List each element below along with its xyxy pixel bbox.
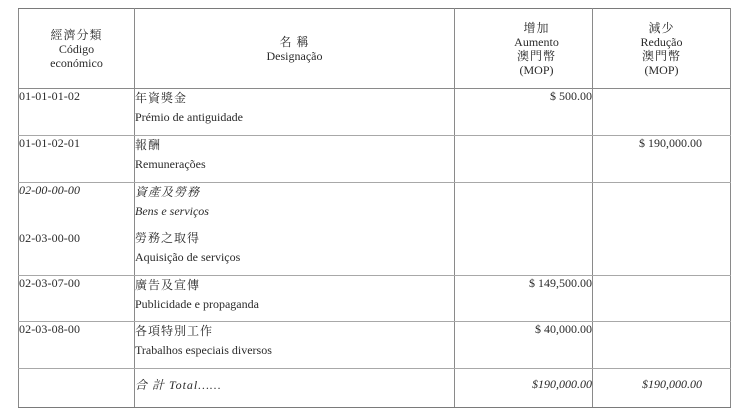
row-code: 02-03-08-00 [19, 322, 135, 369]
table-row [19, 89, 731, 136]
total-label: 合 計 Total…… [135, 369, 455, 408]
row-designation [135, 322, 455, 369]
header-decrease [593, 9, 731, 89]
budget-table [18, 8, 731, 408]
header-code [19, 9, 135, 89]
row-code [19, 183, 135, 276]
row-designation-zh: 資產及勞務 [135, 185, 201, 199]
row-designation-pt: Remunerações [135, 157, 206, 171]
header-code-zh: 經濟分類 [50, 27, 103, 42]
row-designation-pt: Publicidade e propaganda [135, 297, 259, 311]
row-designation-zh-sub: 勞務之取得 [135, 231, 201, 245]
total-increase: $190,000.00 [455, 369, 593, 408]
row-designation-pt: Bens e serviços [135, 204, 209, 218]
header-code-pt-1: Código [58, 41, 95, 56]
header-decrease-zh: 減少 [648, 20, 675, 35]
row-designation [135, 183, 455, 276]
header-designation-zh: 名 稱 [279, 34, 310, 49]
row-decrease [593, 276, 731, 322]
row-decrease [593, 89, 731, 136]
header-increase [455, 9, 593, 89]
header-increase-currency: (MOP) [519, 62, 554, 77]
header-decrease-currency-zh: 澳門幣 [641, 48, 681, 63]
header-increase-zh: 增加 [523, 20, 550, 35]
header-decrease-currency: (MOP) [644, 62, 679, 77]
header-decrease-pt: Redução [640, 34, 683, 49]
row-designation-zh: 廣告及宣傳 [135, 278, 201, 292]
row-designation [135, 276, 455, 322]
total-code [19, 369, 135, 408]
table-row [19, 276, 731, 322]
row-designation-pt: Prémio de antiguidade [135, 110, 243, 124]
row-designation [135, 136, 455, 183]
total-decrease: $190,000.00 [593, 369, 731, 408]
total-row [19, 369, 731, 408]
row-increase [455, 136, 593, 183]
table-row [19, 136, 731, 183]
row-code-group: 02-00-00-00 [19, 183, 81, 197]
header-designation-pt: Designação [266, 48, 323, 63]
row-increase: $ 40,000.00 [455, 322, 593, 369]
row-designation-zh: 報酬 [135, 138, 162, 152]
table-row [19, 322, 731, 369]
header-row [19, 9, 731, 89]
header-designation [135, 9, 455, 89]
row-designation-zh: 年資獎金 [135, 91, 188, 105]
row-decrease [593, 183, 731, 276]
row-designation [135, 89, 455, 136]
header-increase-pt: Aumento [514, 34, 559, 49]
row-decrease: $ 190,000.00 [593, 136, 731, 183]
row-code: 01-01-01-02 [19, 89, 135, 136]
table-row [19, 183, 731, 276]
row-decrease [593, 322, 731, 369]
row-designation-zh: 各項特別工作 [135, 324, 214, 338]
header-code-pt-2: económico [50, 55, 103, 70]
row-designation-pt: Trabalhos especiais diversos [135, 343, 272, 357]
header-increase-currency-zh: 澳門幣 [516, 48, 556, 63]
row-increase [455, 183, 593, 276]
row-code: 01-01-02-01 [19, 136, 135, 183]
row-code-sub: 02-03-00-00 [19, 231, 81, 245]
row-designation-pt-sub: Aquisição de serviços [135, 250, 241, 264]
row-increase: $ 500.00 [455, 89, 593, 136]
row-code: 02-03-07-00 [19, 276, 135, 322]
row-increase: $ 149,500.00 [455, 276, 593, 322]
